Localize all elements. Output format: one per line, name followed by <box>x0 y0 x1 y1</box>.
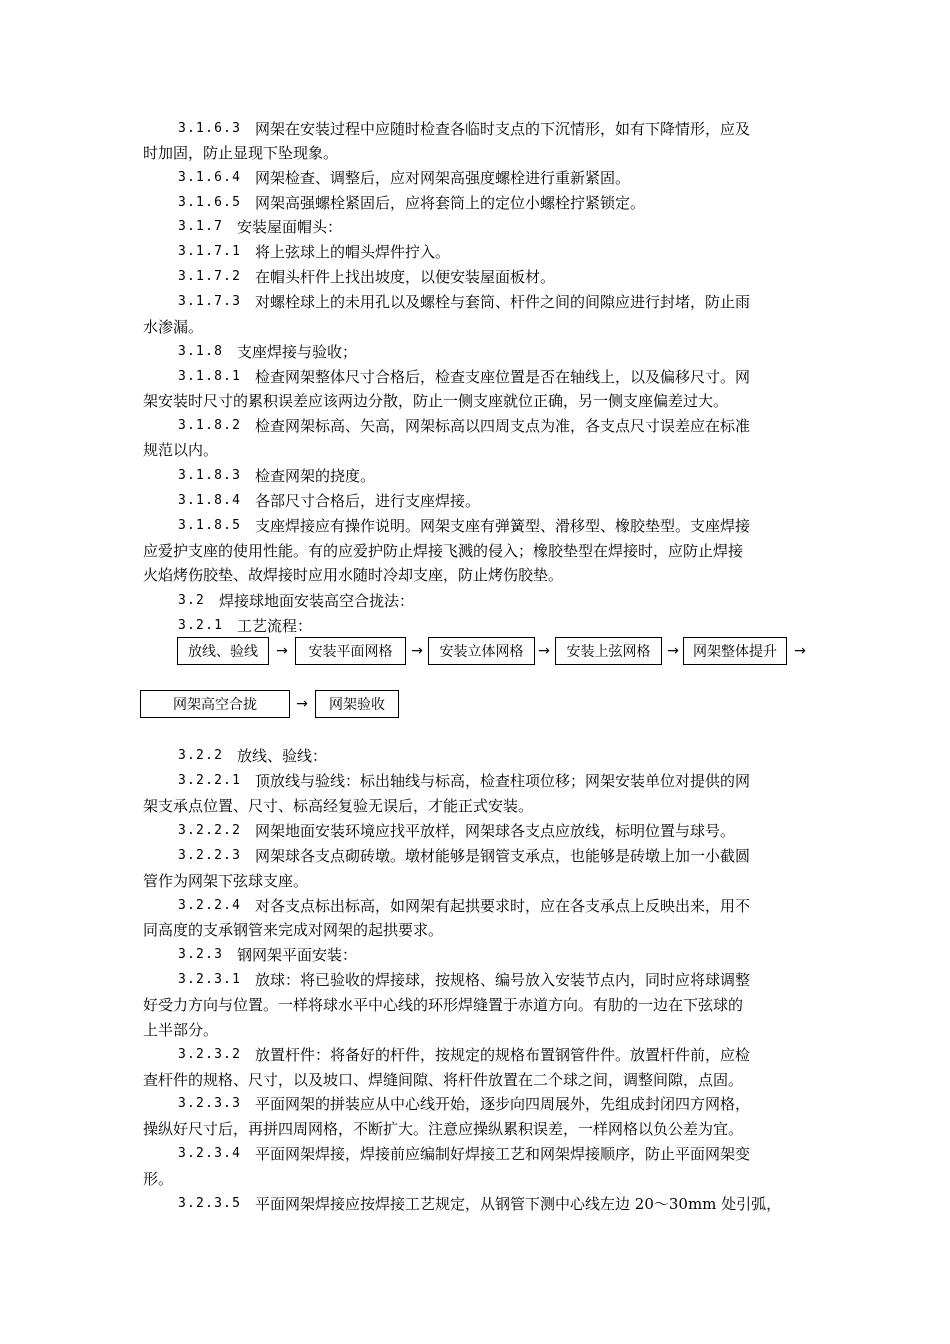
paragraph-line <box>0 240 950 264</box>
clause-text: 顶放线与验线：标出轴线与标高，检查柱项位移；网架安装单位对提供的网 <box>255 772 751 790</box>
clause-number: 3.1.8 <box>178 344 224 359</box>
paragraph-line <box>0 414 950 438</box>
clause-text: 放球：将已验收的焊接球，按规格、编号放入安装节点内，同时应将球调整 <box>255 971 751 989</box>
paragraph-line <box>0 1117 950 1141</box>
clause-text: 平面网架的拼装应从中心线开始，逐步向四周展外，先组成封闭四方网格， <box>255 1095 751 1113</box>
paragraph-line <box>0 1092 950 1116</box>
clause-number: 3.2.2 <box>178 748 224 763</box>
paragraph-line <box>0 894 950 918</box>
clause-number: 3.2.2.2 <box>178 823 242 838</box>
clause-text: 火焰烤伤胶垫、故焊接时应用水随时冷却支座，防止烤伤胶垫。 <box>143 566 564 584</box>
paragraph-line <box>0 340 950 364</box>
clause-text: 检查网架的挠度。 <box>255 467 376 485</box>
clause-number: 3.1.6.4 <box>178 170 242 185</box>
clause-number: 3.1.7.2 <box>178 269 242 284</box>
clause-number: 3.1.7 <box>178 219 224 234</box>
clause-text: 水渗漏。 <box>143 318 204 336</box>
clause-number: 3.1.6.3 <box>178 121 242 136</box>
clause-text: 支座焊接应有操作说明。网架支座有弹簧型、滑移型、橡胶垫型。支座焊接 <box>255 517 751 535</box>
flow-step-box: 安装上弦网格 <box>555 637 662 665</box>
paragraph-line <box>0 993 950 1017</box>
paragraph-line <box>0 1068 950 1092</box>
clause-text: 对螺栓球上的未用孔以及螺栓与套筒、杆件之间的间隙应进行封堵，防止雨 <box>255 293 751 311</box>
clause-number: 3.2.2.4 <box>178 898 242 913</box>
paragraph-line <box>0 489 950 513</box>
clause-number: 3.1.8.3 <box>178 468 242 483</box>
paragraph-line <box>0 117 950 141</box>
clause-text: 工艺流程： <box>237 617 313 635</box>
flow-arrow: → <box>411 643 423 659</box>
clause-text: 对各支点标出标高，如网架有起拱要求时，应在各支承点上反映出来，用不 <box>255 897 751 915</box>
clause-number: 3.2.3.2 <box>178 1047 242 1062</box>
clause-text: 形。 <box>143 1170 174 1188</box>
paragraph-line <box>0 844 950 868</box>
clause-text: 网架在安装过程中应随时检查各临时支点的下沉情形，如有下降情形，应及 <box>255 120 751 138</box>
flow-step-box: 放线、验线 <box>177 637 269 665</box>
paragraph-line <box>0 869 950 893</box>
paragraph-line <box>0 389 950 413</box>
clause-number: 3.1.6.5 <box>178 195 242 210</box>
clause-number: 3.2 <box>178 593 206 608</box>
paragraph-line <box>0 744 950 768</box>
clause-text: 规范以内。 <box>143 441 219 459</box>
clause-number: 3.1.8.4 <box>178 493 242 508</box>
clause-text: 架支承点位置、尺寸、标高经复验无误后，才能正式安装。 <box>143 797 534 815</box>
clause-text: 查杆件的规格、尺寸，以及坡口、焊缝间隙、将杆件放置在二个球之间，调整间隙，点固。 <box>143 1071 744 1089</box>
clause-number: 3.1.8.1 <box>178 369 242 384</box>
clause-text: 好受力方向与位置。一样将球水平中心线的环形焊缝置于赤道方向。有肋的一边在下弦球的 <box>143 996 744 1014</box>
paragraph-line <box>0 539 950 563</box>
flow-step-box: 安装立体网格 <box>428 637 535 665</box>
clause-number: 3.2.3.3 <box>178 1096 242 1111</box>
clause-text: 网架高强螺栓紧固后，应将套筒上的定位小螺栓拧紧锁定。 <box>255 194 646 212</box>
clause-number: 3.2.2.3 <box>178 848 242 863</box>
paragraph-line <box>0 794 950 818</box>
clause-number: 3.2.3.4 <box>178 1146 242 1161</box>
clause-text: 焊接球地面安装高空合拢法： <box>219 592 415 610</box>
clause-text: 放置杆件：将备好的杆件，按规定的规格布置钢管件件。放置杆件前，应检 <box>255 1046 751 1064</box>
clause-text: 上半部分。 <box>143 1021 219 1039</box>
clause-text: 放线、验线： <box>237 747 328 765</box>
paragraph-line <box>0 1043 950 1067</box>
paragraph-line <box>0 438 950 462</box>
paragraph-line <box>0 315 950 339</box>
paragraph-line <box>0 563 950 587</box>
clause-text: 同高度的支承钢管来完成对网架的起拱要求。 <box>143 921 444 939</box>
flow-step-box: 安装平面网格 <box>295 637 406 665</box>
clause-number: 3.1.8.2 <box>178 418 242 433</box>
clause-number: 3.2.2.1 <box>178 773 242 788</box>
clause-text: 操纵好尺寸后，再拼四周网格，不断扩大。注意应操纵累积误差，一样网格以负公差为宜。 <box>143 1120 744 1138</box>
flow-arrow: → <box>667 643 679 659</box>
clause-text: 网架检查、调整后，应对网架高强度螺栓进行重新紧固。 <box>255 169 631 187</box>
paragraph-line <box>0 365 950 389</box>
clause-text: 应爱护支座的使用性能。有的应爱护防止焊接飞溅的侵入；橡胶垫型在焊接时，应防止焊接 <box>143 542 744 560</box>
clause-text: 时加固，防止显现下坠现象。 <box>143 144 339 162</box>
clause-text: 网架地面安装环境应找平放样，网架球各支点应放线，标明位置与球号。 <box>255 822 736 840</box>
paragraph-line <box>0 1167 950 1191</box>
paragraph-line <box>0 191 950 215</box>
clause-text: 平面网架焊接应按焊接工艺规定，从钢管下测中心线左边 20～30mm 处引弧， <box>255 1195 782 1213</box>
paragraph-line <box>0 514 950 538</box>
clause-text: 在帽头杆件上找出坡度，以便安装屋面板材。 <box>255 268 556 286</box>
clause-text: 支座焊接与验收； <box>237 343 358 361</box>
flow-arrow: → <box>794 643 806 659</box>
clause-number: 3.2.3.5 <box>178 1196 242 1211</box>
flow-step-box: 网架验收 <box>315 690 399 718</box>
paragraph-line <box>0 614 950 638</box>
flow-step-box: 网架高空合拢 <box>140 690 290 718</box>
flow-arrow: → <box>276 643 288 659</box>
paragraph-line <box>0 769 950 793</box>
paragraph-line <box>0 1142 950 1166</box>
paragraph-line <box>0 968 950 992</box>
clause-text: 安装屋面帽头： <box>237 218 343 236</box>
clause-text: 管作为网架下弦球支座。 <box>143 872 309 890</box>
clause-text: 检查网架标高、矢高，网架标高以四周支点为准，各支点尺寸误差应在标准 <box>255 417 751 435</box>
clause-text: 检查网架整体尺寸合格后，检查支座位置是否在轴线上，以及偏移尺寸。网 <box>255 368 751 386</box>
clause-text: 各部尺寸合格后，进行支座焊接。 <box>255 492 481 510</box>
clause-number: 3.1.8.5 <box>178 518 242 533</box>
paragraph-line <box>0 215 950 239</box>
clause-number: 3.1.7.3 <box>178 294 242 309</box>
paragraph-line <box>0 918 950 942</box>
clause-text: 架安装时尺寸的累积误差应该两边分散，防止一侧支座就位正确，另一侧支座偏差过大。 <box>143 392 729 410</box>
clause-number: 3.2.3.1 <box>178 972 242 987</box>
paragraph-line <box>0 819 950 843</box>
paragraph-line <box>0 265 950 289</box>
paragraph-line <box>0 1192 950 1216</box>
clause-number: 3.2.1 <box>178 618 224 633</box>
paragraph-line <box>0 943 950 967</box>
clause-text: 钢网架平面安装： <box>237 946 358 964</box>
clause-text: 将上弦球上的帽头焊件拧入。 <box>255 243 451 261</box>
clause-number: 3.2.3 <box>178 947 224 962</box>
paragraph-line <box>0 166 950 190</box>
flow-arrow: → <box>538 643 550 659</box>
clause-number: 3.1.7.1 <box>178 244 242 259</box>
paragraph-line <box>0 290 950 314</box>
paragraph-line <box>0 464 950 488</box>
paragraph-line <box>0 141 950 165</box>
clause-text: 平面网架焊接，焊接前应编制好焊接工艺和网架焊接顺序，防止平面网架变 <box>255 1145 751 1163</box>
clause-text: 网架球各支点砌砖墩。墩材能够是钢管支承点，也能够是砖墩上加一小截圆 <box>255 847 751 865</box>
paragraph-line <box>0 1018 950 1042</box>
flow-arrow: → <box>296 696 308 712</box>
paragraph-line <box>0 589 950 613</box>
flow-step-box: 网架整体提升 <box>683 637 787 665</box>
